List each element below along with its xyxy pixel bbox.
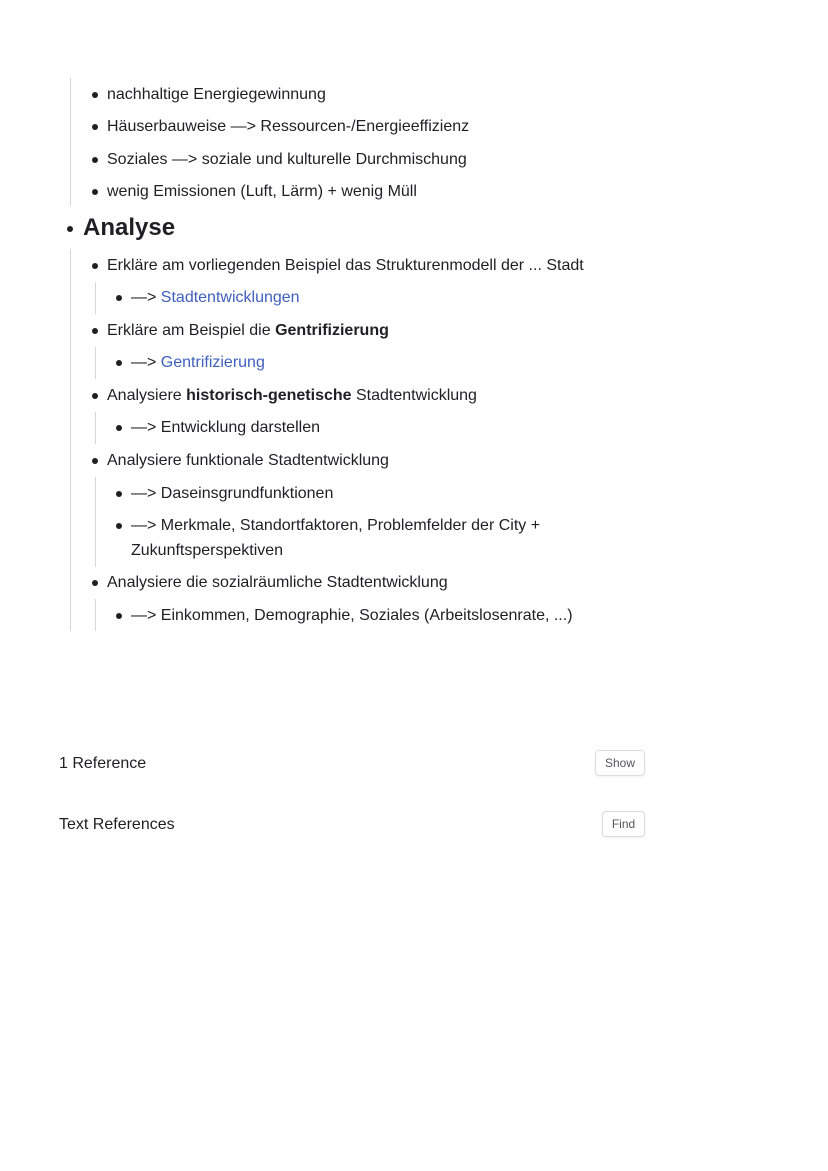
list-item-text: [131, 352, 265, 374]
list-item-text: nachhaltige Energiegewinnung: [107, 86, 326, 103]
bullet: [116, 613, 122, 619]
indent-guide: [95, 412, 96, 444]
list-item-text: —> Daseinsgrundfunktionen: [131, 485, 334, 502]
bullet: [116, 295, 122, 301]
indent-guide: [70, 78, 71, 206]
arrow-text: —>: [131, 289, 157, 306]
bullet: [92, 124, 98, 130]
text-prefix: Analysiere: [107, 387, 182, 404]
list-item-text: —> Einkommen, Demographie, Soziales (Arbeitslosenrate, ...): [131, 607, 573, 624]
list-item-text: Analysiere die sozialräumliche Stadtentwicklung: [107, 574, 448, 591]
indent-guide: [95, 347, 96, 379]
bullet: [92, 458, 98, 464]
bullet: [92, 92, 98, 98]
bullet: [92, 328, 98, 334]
bullet: [116, 523, 122, 529]
arrow-text: —>: [131, 354, 157, 371]
bullet: [67, 226, 73, 232]
bullet: [92, 189, 98, 195]
backlinks-label: 1 Reference: [59, 755, 147, 772]
indent-guide: [95, 477, 96, 567]
bullet: [116, 425, 122, 431]
text-references-label: Text References: [59, 816, 175, 833]
list-item-text: Analysiere funktionale Stadtentwicklung: [107, 452, 389, 469]
link-stadtentwicklungen[interactable]: Stadtentwicklungen: [160, 289, 300, 306]
list-item-text: Soziales —> soziale und kulturelle Durchmischung: [107, 151, 467, 168]
indent-guide: [95, 599, 96, 631]
list-item-text: Häuserbauweise —> Ressourcen-/Energieeffizienz: [107, 118, 470, 135]
bullet: [92, 263, 98, 269]
list-item-text: Erkläre am vorliegenden Beispiel das Strukturenmodell der ... Stadt: [107, 257, 584, 274]
list-item-text-continued: Zukunftsperspektiven: [131, 542, 284, 559]
bullet: [116, 491, 122, 497]
list-item-text: —> Merkmale, Standortfaktoren, Problemfelder der City +: [131, 517, 541, 534]
section-heading: Analyse: [83, 214, 176, 241]
bullet: [92, 157, 98, 163]
bold-text: Gentrifizierung: [275, 322, 389, 339]
text-suffix: Stadtentwicklung: [355, 387, 477, 404]
show-references-button[interactable]: Show: [595, 750, 645, 776]
list-item-text: [107, 320, 389, 342]
list-item-text: [131, 287, 300, 309]
bold-text: historisch-genetische: [186, 387, 352, 404]
list-item-text: [107, 385, 477, 407]
list-item-text: —> Entwicklung darstellen: [131, 419, 320, 436]
list-item-text: wenig Emissionen (Luft, Lärm) + wenig Müll: [107, 183, 417, 200]
bullet: [92, 580, 98, 586]
text-prefix: Erkläre am Beispiel die: [107, 322, 271, 339]
bullet: [116, 360, 122, 366]
find-references-button[interactable]: Find: [602, 811, 645, 837]
indent-guide: [95, 282, 96, 314]
link-gentrifizierung[interactable]: Gentrifizierung: [160, 354, 265, 371]
indent-guide: [70, 249, 71, 631]
bullet: [92, 393, 98, 399]
